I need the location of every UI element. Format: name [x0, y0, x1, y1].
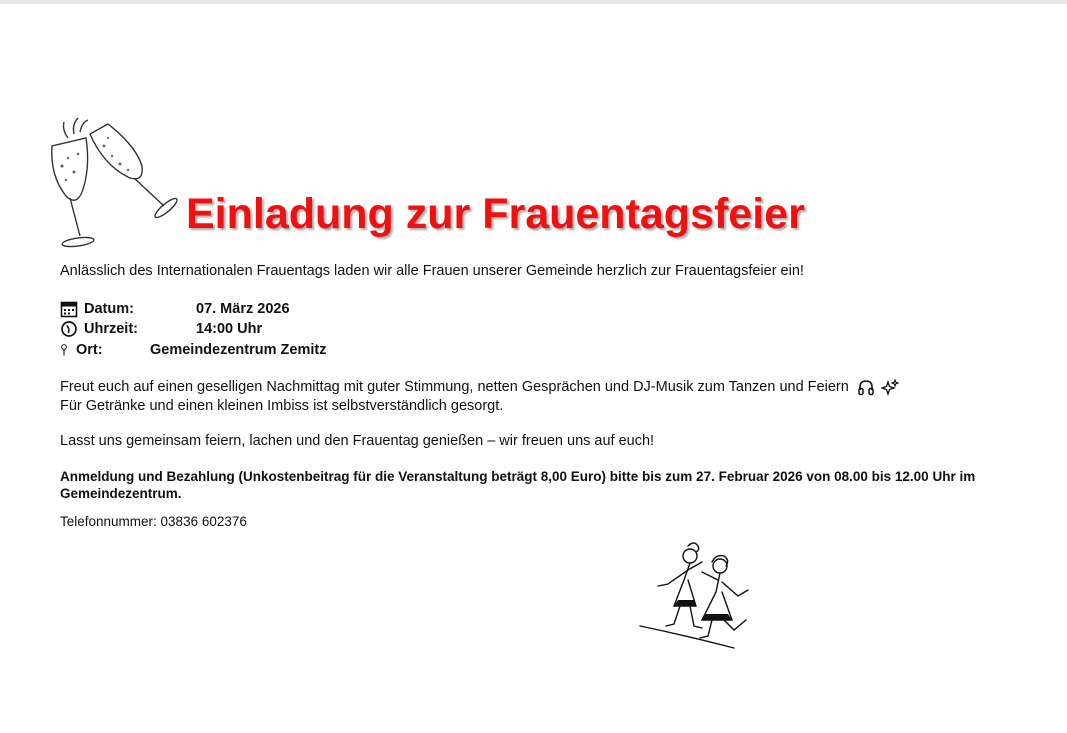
time-label: Uhrzeit:	[84, 321, 138, 337]
sparkles-icon	[881, 379, 899, 396]
invitation-title: Einladung zur Frauentagsfeier	[186, 190, 805, 238]
enjoy-line-2: Für Getränke und einen kleinen Imbiss ist selbstverständlich gesorgt.	[60, 398, 504, 414]
registration-text: Anmeldung und Bezahlung (Unkostenbeitrag für die Veranstaltung beträgt 8,00 Euro) bitte bis zum 27. Februar 2026 von 08.00 bis 12.00 Uhr im Gemeindezentrum.	[60, 469, 976, 501]
headphones-icon	[857, 379, 875, 396]
place-row	[60, 340, 327, 360]
date-label: Datum:	[84, 301, 134, 317]
time-value: 14:00 Uhr	[196, 321, 263, 337]
date-row	[60, 299, 290, 319]
date-value: 07. März 2026	[196, 301, 290, 317]
intro-text: Anlässlich des Internationalen Frauentags laden wir alle Frauen unserer Gemeinde herzlich zur Frauentagsfeier ein!	[60, 263, 804, 279]
pin-icon	[60, 341, 72, 359]
champagne-glasses-illustration	[44, 116, 180, 254]
dancing-women-illustration	[638, 540, 762, 650]
enjoy-line-1	[60, 378, 899, 397]
place-label: Ort:	[76, 342, 103, 358]
enjoy-text: Freut euch auf einen geselligen Nachmittag mit guter Stimmung, netten Gesprächen und DJ-Musik zum Tanzen und Feiern	[60, 379, 849, 395]
celebrate-text: Lasst uns gemeinsam feiern, lachen und den Frauentag genießen – wir freuen uns auf euch!	[60, 433, 655, 449]
place-value: Gemeindezentrum Zemitz	[150, 342, 327, 358]
time-row	[60, 319, 263, 339]
phone-text: Telefonnummer: 03836 602376	[60, 514, 247, 529]
top-border	[0, 0, 1067, 4]
calendar-icon	[60, 300, 78, 318]
clock-icon	[60, 320, 78, 338]
